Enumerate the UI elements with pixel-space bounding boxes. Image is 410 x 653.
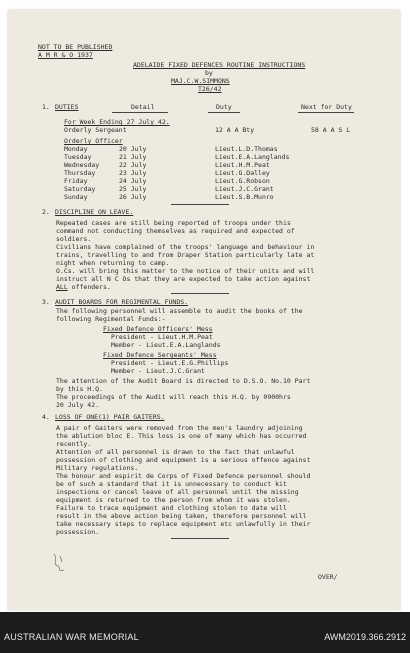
footer-accession-number: AWM2019.366.2912: [324, 632, 406, 642]
footer-institution: AUSTRALIAN WAR MEMORIAL: [4, 632, 139, 642]
emphasis-all: ALL: [56, 283, 68, 291]
over-marker: OVER/: [318, 573, 338, 581]
paragraph-line: command not conducting themselves as required and expected of: [56, 227, 295, 235]
section-2-number: 2.: [42, 208, 50, 216]
section-divider: [171, 204, 229, 205]
pencil-mark: [50, 550, 72, 574]
paragraph-line: Military regulations.: [56, 464, 139, 472]
column-next-header: Next for Duty: [301, 103, 352, 111]
duty-officer: Lieut.E.A.Langlands: [215, 153, 290, 161]
issuing-officer: MAJ.C.W.SIMMONS: [171, 77, 230, 85]
duty-day: Friday: [64, 177, 88, 185]
section-1-number: 1.: [42, 103, 50, 111]
section-3-title: AUDIT BOARDS FOR REGIMENTAL FUNDS.: [55, 298, 189, 306]
section-2-title: DISCIPLINE ON LEAVE.: [55, 208, 134, 216]
header-rule-detail: [112, 112, 168, 113]
paragraph-line: The attention of the Audit Board is directed to D.S.O. No.10 Part: [56, 377, 311, 385]
paragraph-line: be of such a standard that it is unnecessary to conduct kit: [56, 480, 287, 488]
paragraph-line: Repeated cases are still being reported of troops under this: [56, 219, 291, 227]
section-divider: [171, 538, 229, 539]
paragraph-line: result in the above action being taken, therefore personnel will: [56, 512, 307, 520]
column-detail-header: Detail: [131, 103, 155, 111]
paragraph-line: possession.: [56, 528, 100, 536]
officers-mess-title: Fixed Defence Officers' Mess: [103, 325, 213, 333]
header-rule-next: [298, 112, 354, 113]
paragraph-line: The honour and espirit de Corps of Fixed Defence personnel should: [56, 472, 311, 480]
orderly-sergeant-duty: 12 A A Bty: [215, 126, 255, 134]
header-rule-duty: [208, 112, 240, 113]
paragraph-line: take necessary steps to replace equipment etc unlawfully in their: [56, 520, 311, 528]
duty-date: 21 July: [119, 153, 147, 161]
duty-date: 24 July: [119, 177, 147, 185]
section-3-number: 3.: [42, 298, 50, 306]
week-ending: For Week Ending 27 July 42.: [64, 118, 170, 126]
archive-footer: [0, 612, 410, 653]
duty-day: Sunday: [64, 193, 88, 201]
paragraph-line: inspections or cancel leave of all personnel until the missing: [56, 488, 299, 496]
paragraph-line: The following personnel will assemble to audit the books of the: [56, 307, 303, 315]
section-divider: [171, 293, 229, 294]
duty-date: 20 July: [119, 145, 147, 153]
restriction-line-2: A M R & O 1937: [38, 51, 93, 59]
paragraph-line: possession of clothing and equipment is a serious offence against: [56, 456, 311, 464]
title-by: by: [205, 69, 213, 77]
document-page: [8, 10, 400, 610]
paragraph-line: recently.: [56, 440, 92, 448]
duty-day: Saturday: [64, 185, 96, 193]
paragraph-line: night when returning to camp.: [56, 259, 170, 267]
paragraph-line: 20 July 42.: [56, 401, 100, 409]
duty-officer: Lieut.G.Dalley: [215, 169, 270, 177]
paragraph-line: trains, travelling to and from Draper Station particularly late at: [56, 251, 315, 259]
duty-date: 26 July: [119, 193, 147, 201]
duty-officer: Lieut.H.M.Peat: [215, 161, 270, 169]
duty-officer: Lieut.S.B.Munro: [215, 193, 274, 201]
duty-officer: Lieut.L.D.Thomas: [215, 145, 278, 153]
paragraph-line: soldiers.: [56, 235, 92, 243]
section-1-title: DUTIES: [55, 103, 79, 111]
paragraph-line: O.Cs. will bring this matter to the notice of their units and will: [56, 267, 315, 275]
officers-mess-member: Member - Lieut.E.A.Langlands: [111, 341, 221, 349]
duty-day: Thursday: [64, 169, 96, 177]
paragraph-last-text: offenders.: [67, 283, 111, 291]
paragraph-line: the ablution bloc E. This loss is one of many which has occurred: [56, 432, 307, 440]
section-4-number: 4.: [42, 413, 50, 421]
sergeants-mess-member: Member - Lieut.J.C.Grant: [111, 367, 205, 375]
paragraph-line: Civilians have complained of the troops' language and behaviour in: [56, 243, 315, 251]
duty-date: 23 July: [119, 169, 147, 177]
orderly-officer-label: Orderly Officer: [64, 137, 123, 145]
paragraph-last-line: [56, 283, 111, 291]
paragraph-line: The proceedings of the Audit will reach this H.Q. by 0900hrs: [56, 393, 291, 401]
duty-officer: Lieut.J.C.Grant: [215, 185, 274, 193]
paragraph-line: equipment is returned to the person from whom it was stolen.: [56, 496, 291, 504]
orderly-sergeant-label: Orderly Sergeant: [64, 126, 127, 134]
duty-date: 22 July: [119, 161, 147, 169]
officers-mess-president: President - Lieut.H.M.Peat: [111, 333, 213, 341]
document-title: ADELAIDE FIXED DEFENCES ROUTINE INSTRUCTIONS: [133, 61, 306, 69]
duty-day: Monday: [64, 145, 88, 153]
paragraph-line: following Regimental Funds:-: [56, 315, 166, 323]
duty-day: Wednesday: [64, 161, 100, 169]
sergeants-mess-president: President - Lieut.E.G.Phillips: [111, 359, 229, 367]
column-duty-header: Duty: [216, 103, 232, 111]
instruction-reference: T26/42: [198, 85, 222, 93]
paragraph-line: by this H.Q.: [56, 385, 103, 393]
paragraph-line: Attention of all personnel is drawn to the fact that unlawful: [56, 448, 295, 456]
section-4-title: LOSS OF ONE(1) PAIR GAITERS.: [55, 413, 165, 421]
duty-date: 25 July: [119, 185, 147, 193]
duty-officer: Lieut.G.Robson: [215, 177, 270, 185]
restriction-line-1: NOT TO BE PUBLISHED: [38, 43, 113, 51]
orderly-sergeant-next: 58 A A S L: [311, 126, 351, 134]
paragraph-line: A pair of Gaiters were removed from the men's laundry adjoining: [56, 424, 303, 432]
duty-day: Tuesday: [64, 153, 92, 161]
paragraph-line: Failure to trace equipment and clothing stolen to date will: [56, 504, 287, 512]
sergeants-mess-title: Fixed Defence Sergeants' Mess: [103, 351, 217, 359]
paragraph-line: instruct all N C Os that they are expected to take action against: [56, 275, 311, 283]
